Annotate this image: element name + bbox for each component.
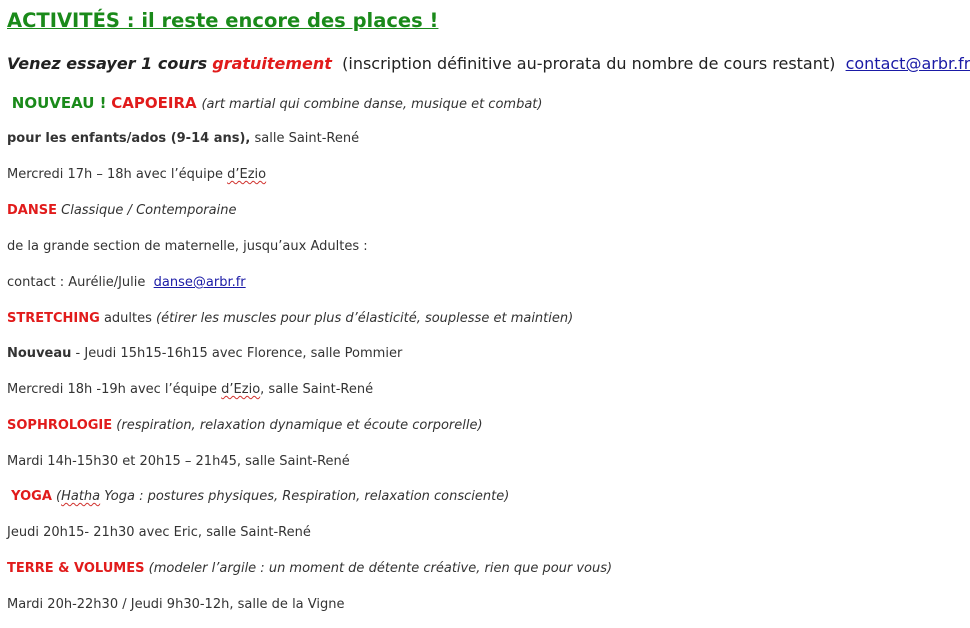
stretching-new-label: Nouveau — [7, 346, 72, 361]
stretching-heading — [7, 311, 573, 327]
stretching-schedule1-line — [7, 346, 402, 362]
contact-email-link[interactable]: contact@arbr.fr — [845, 54, 970, 73]
yoga-desc-rest: Yoga : postures physiques, Respiration, relaxation consciente) — [100, 489, 510, 504]
intro-line — [7, 54, 970, 73]
yoga-desc-word: Hatha — [61, 489, 101, 504]
intro-lead: Venez essayer 1 cours — [7, 54, 208, 73]
capoeira-audience-line — [7, 131, 359, 147]
terre-heading — [7, 561, 612, 577]
danse-email-link[interactable]: danse@arbr.fr — [153, 275, 246, 290]
danse-contact-line — [7, 275, 246, 291]
capoeira-schedule-name: d’Ezio — [227, 167, 267, 182]
stretching-schedule2-line — [7, 382, 373, 398]
yoga-schedule: Jeudi 20h15- 21h30 avec Eric, salle Saint-René — [7, 525, 311, 540]
sophrologie-name: SOPHROLOGIE — [7, 418, 113, 433]
yoga-name: YOGA — [11, 489, 52, 504]
capoeira-audience: pour les enfants/ados (9-14 ans), — [7, 131, 251, 146]
page-title: ACTIVITÉS : il reste encore des places ! — [7, 9, 439, 32]
yoga-desc-open: ( — [56, 489, 62, 504]
yoga-desc — [56, 489, 509, 504]
sophrologie-schedule: Mardi 14h-15h30 et 20h15 – 21h45, salle Saint-René — [7, 454, 350, 469]
terre-name: TERRE & VOLUMES — [7, 561, 145, 576]
intro-free-highlight: gratuitement — [212, 54, 332, 73]
danse-contact-prefix: contact : Aurélie/Julie — [7, 275, 146, 290]
capoeira-schedule-line — [7, 167, 266, 183]
stretching-schedule2-name: d’Ezio — [221, 382, 261, 397]
stretching-schedule1: - Jeudi 15h15-16h15 avec Florence, salle Pommier — [75, 346, 403, 361]
stretching-desc: (étirer les muscles pour plus d’élasticité, souplesse et maintien) — [156, 311, 574, 326]
capoeira-new-label: NOUVEAU ! — [11, 94, 107, 112]
capoeira-schedule-prefix: Mercredi 17h – 18h avec l’équipe — [7, 167, 223, 182]
terre-desc: (modeler l’argile : un moment de détente créative, rien que pour vous) — [148, 561, 613, 576]
stretching-schedule2-suffix: , salle Saint-René — [260, 382, 374, 397]
capoeira-desc: (art martial qui combine danse, musique et combat) — [201, 97, 543, 112]
stretching-audience: adultes — [103, 311, 152, 326]
stretching-name: STRETCHING — [7, 311, 100, 326]
danse-name: DANSE — [7, 203, 57, 218]
capoeira-heading — [7, 94, 542, 113]
stretching-schedule2-prefix: Mercredi 18h -19h avec l’équipe — [7, 382, 218, 397]
intro-note: (inscription définitive au-prorata du nombre de cours restant) — [342, 54, 836, 73]
sophrologie-desc: (respiration, relaxation dynamique et écoute corporelle) — [116, 418, 483, 433]
danse-audience: de la grande section de maternelle, jusqu’aux Adultes : — [7, 239, 368, 254]
sophrologie-heading — [7, 418, 483, 434]
yoga-heading — [7, 489, 509, 505]
capoeira-name: CAPOEIRA — [111, 94, 197, 112]
danse-desc: Classique / Contemporaine — [61, 203, 237, 218]
terre-schedule: Mardi 20h-22h30 / Jeudi 9h30-12h, salle de la Vigne — [7, 597, 345, 612]
danse-heading — [7, 203, 236, 219]
capoeira-venue: salle Saint-René — [254, 131, 360, 146]
